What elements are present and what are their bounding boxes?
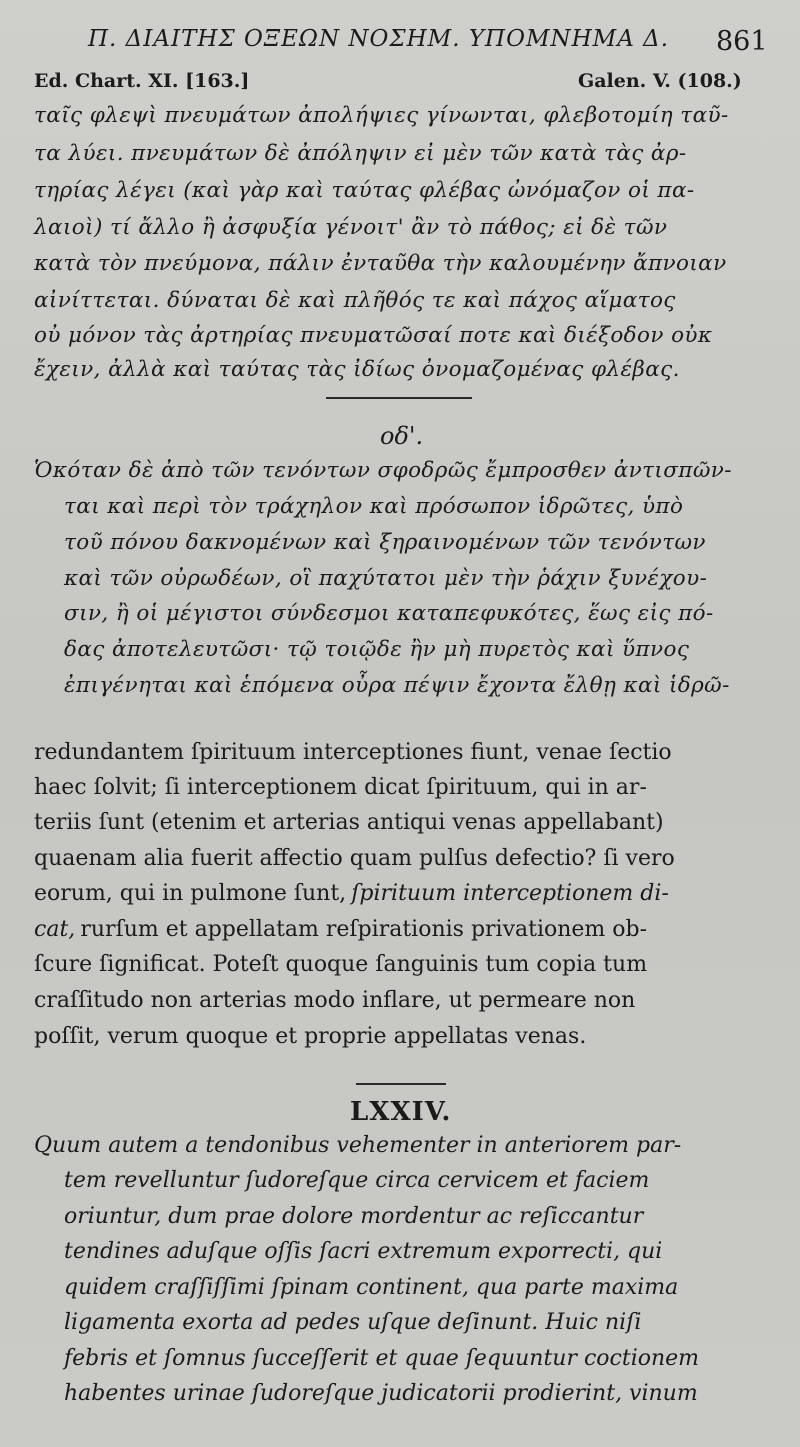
- greek-line: ται καὶ περὶ τὸν τράχηλον καὶ πρόσωπον ἱδρῶτες, ὑπὸ: [64, 494, 684, 519]
- latin-line: ſcure ſignificat. Poteſt quoque ſanguinis tum copia tum: [34, 952, 648, 977]
- greek-line: δας ἀποτελευτῶσι· τῷ τοιῷδε ἢν μὴ πυρετὸς καὶ ὕπνος: [64, 637, 690, 662]
- latin-line: craſſitudo non arterias modo inflare, ut permeare non: [34, 988, 636, 1013]
- greek-line: τοῦ πόνου δακνομένων καὶ ξηραινομένων τῶν τενόντων: [64, 530, 706, 555]
- latin-line: teriis ſunt (etenim et arterias antiqui venas appellabant): [34, 810, 664, 835]
- latin-line: [34, 919, 647, 941]
- greek-line: τηρίας λέγει (καὶ γὰρ καὶ ταύτας φλέβας ὠνόμαζον οἱ πα-: [34, 178, 695, 203]
- latin-line: redundantem ſpirituum interceptiones fiunt, venae ſectio: [34, 740, 672, 765]
- latin-italic-text: ſpirituum interceptionem di-: [351, 881, 669, 906]
- page-number: 861: [716, 26, 768, 57]
- latin-italic-line: quidem craſſiſſimi ſpinam continent, qua parte maxima: [64, 1275, 679, 1300]
- section-divider: [326, 397, 472, 399]
- latin-italic-line: Quum autem a tendonibus vehementer in anteriorem par-: [34, 1133, 682, 1158]
- greek-line: ἔχειν, ἀλλὰ καὶ ταύτας τὰς ἰδίως ὀνομαζομένας φλέβας.: [34, 357, 680, 382]
- greek-line: αἰνίττεται. δύναται δὲ καὶ πλῆθός τε καὶ πάχος αἵματος: [34, 288, 676, 313]
- greek-line: Ὁκόταν δὲ ἀπὸ τῶν τενόντων σφοδρῶς ἔμπροσθεν ἀντισπῶν-: [34, 458, 732, 483]
- latin-line: poſſit, verum quoque et proprie appellatas venas.: [34, 1024, 587, 1049]
- latin-text: eorum, qui in pulmone ſunt,: [34, 881, 347, 906]
- latin-italic-text: cat,: [34, 917, 76, 942]
- latin-line: quaenam alia fuerit affectio quam pulſus defectio? ſi vero: [34, 846, 675, 871]
- greek-line: σιν, ἢ οἱ μέγιστοι σύνδεσμοι καταπεφυκότες, ἕως εἰς πό-: [64, 601, 714, 626]
- latin-italic-line: tendines aduſque oſſis ſacri extremum exporrecti, qui: [64, 1239, 663, 1264]
- latin-italic-line: ligamenta exorta ad pedes uſque deſinunt. Huic niſi: [64, 1310, 642, 1335]
- latin-italic-line: oriuntur, dum prae dolore mordentur ac reſiccantur: [64, 1204, 644, 1229]
- edition-reference: Ed. Chart. XI. [163.]: [34, 70, 250, 92]
- greek-line: κατὰ τὸν πνεύμονα, πάλιν ἐνταῦθα τὴν καλουμένην ἄπνοιαν: [34, 251, 727, 276]
- latin-italic-line: tem revelluntur ſudoreſque circa cervicem et faciem: [64, 1168, 650, 1193]
- latin-italic-line: febris et ſomnus ſucceſſerit et quae ſequuntur coctionem: [64, 1346, 700, 1371]
- galen-reference: Galen. V. (108.): [578, 70, 742, 92]
- section-divider: [356, 1083, 446, 1085]
- latin-italic-line: habentes urinae ſudoreſque judicatorii prodierint, vinum: [64, 1381, 698, 1406]
- latin-section-number: LXXIV.: [350, 1097, 452, 1127]
- latin-line: haec ſolvit; ſi interceptionem dicat ſpirituum, qui in ar-: [34, 775, 647, 800]
- greek-line: τα λύει. πνευμάτων δὲ ἀπόληψιν εἰ μὲν τῶν κατὰ τὰς ἀρ-: [34, 141, 687, 166]
- greek-line: οὐ μόνον τὰς ἀρτηρίας πνευματῶσαί ποτε καὶ διέξοδον οὐκ: [34, 323, 713, 348]
- greek-line: λαιοὶ) τί ἄλλο ἢ ἀσφυξία γένοιτ' ἂν τὸ πάθος; εἰ δὲ τῶν: [34, 215, 668, 240]
- greek-line: καὶ τῶν οὐρωδέων, οἳ παχύτατοι μὲν τὴν ῥάχιν ξυνέχου-: [64, 566, 708, 591]
- greek-line: ἐπιγένηται καὶ ἑπόμενα οὖρα πέψιν ἔχοντα ἔλθῃ καὶ ἱδρῶ-: [64, 673, 730, 698]
- latin-line: [34, 883, 669, 905]
- running-head: Π. ΔΙΑΙΤΗΣ ΟΞΕΩΝ ΝΟΣΗΜ. ΥΠΟΜΝΗΜΑ Δ.: [88, 26, 670, 52]
- greek-section-number: οδ'.: [380, 422, 424, 450]
- latin-text: rurſum et appellatam reſpirationis privationem ob-: [80, 917, 648, 942]
- greek-line: ταῖς φλεψὶ πνευμάτων ἀπολήψιες γίνωνται, φλεβοτομίη ταῦ-: [34, 103, 729, 128]
